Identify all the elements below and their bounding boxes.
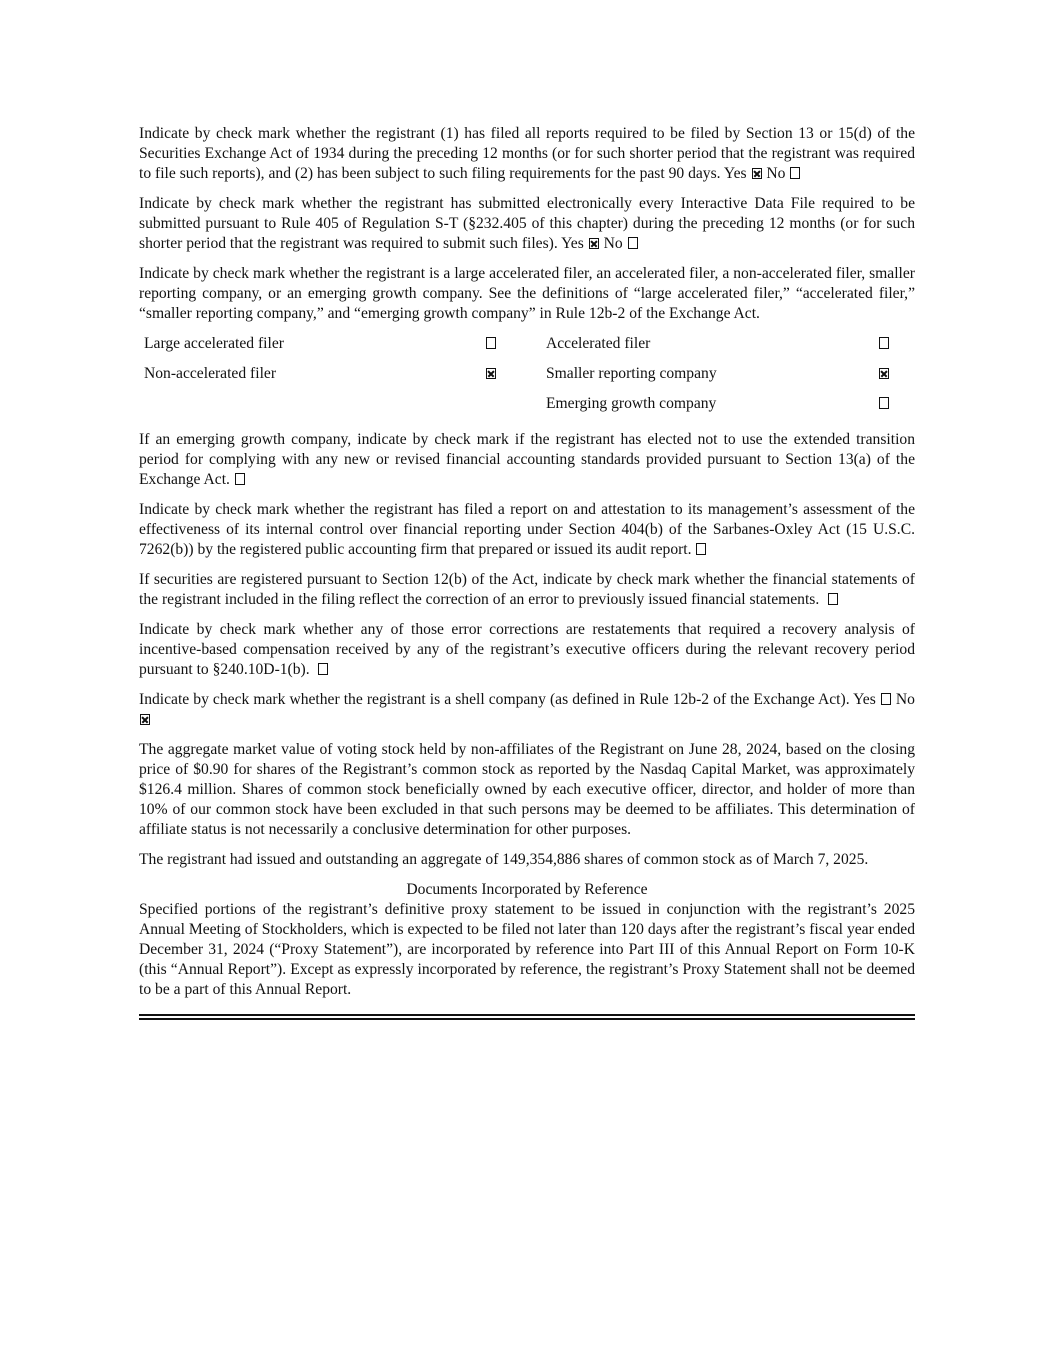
yes-checkbox-checked[interactable] <box>752 168 762 179</box>
table-row <box>139 334 915 364</box>
shell-company-paragraph: Indicate by check mark whether the registrant is a shell company (as defined in Rule 12b-2 of the Exchange Act). Yes No <box>139 690 915 730</box>
yes-label: Yes <box>853 691 876 708</box>
large-accelerated-filer-checkbox[interactable] <box>486 337 496 349</box>
double-rule-divider <box>139 1014 915 1020</box>
accelerated-filer-checkbox[interactable] <box>879 337 889 349</box>
attestation-checkbox[interactable] <box>696 543 706 555</box>
yes-label: Yes <box>561 235 584 252</box>
no-checkbox[interactable] <box>628 237 638 249</box>
no-checkbox-checked[interactable] <box>140 714 150 725</box>
yes-label: Yes <box>723 165 747 182</box>
proxy-statement-paragraph: Specified portions of the registrant’s definitive proxy statement to be issued in conjunction with the registrant’s 2025 Annual Meeting of Stockholders, which is expected to be filed not later than 120 days after the registrant’s fiscal year ended December 31, 2024 (“Proxy Statement”), are incorporated by reference into Part III of this Annual Report on Form 10-K (this “Annual Report”). Except as expressly incorporated by reference, the registrant’s Proxy Statement shall not be deemed to be a part of this Annual Report. <box>139 901 915 998</box>
non-accelerated-filer-checkbox-checked[interactable] <box>486 368 496 379</box>
interactive-data-paragraph: Indicate by check mark whether the registrant has submitted electronically every Interactive Data File required to be submitted pursuant to Rule 405 of Regulation S-T (§232.405 of this chapter) during the preceding 12 months (or for such shorter period that the registrant was required to submit such files). Yes No <box>139 195 915 252</box>
non-accelerated-filer-label: Non-accelerated filer <box>144 365 277 382</box>
no-label: No <box>895 691 915 708</box>
no-label: No <box>766 165 786 182</box>
shares-outstanding-paragraph: The registrant had issued and outstanding an aggregate of 149,354,886 shares of common stock as of March 7, 2025. <box>139 851 869 868</box>
yes-checkbox[interactable] <box>881 693 891 705</box>
documents-incorporated-heading: Documents Incorporated by Reference <box>406 881 648 898</box>
smaller-reporting-company-checkbox-checked[interactable] <box>879 368 889 379</box>
error-correction-checkbox[interactable] <box>828 593 838 605</box>
extended-transition-checkbox[interactable] <box>235 473 245 485</box>
emerging-growth-company-checkbox[interactable] <box>879 397 889 409</box>
restatement-checkbox[interactable] <box>318 663 328 675</box>
filer-status-paragraph: Indicate by check mark whether the registrant is a large accelerated filer, an accelerated filer, a non-accelerated filer, smaller reporting company, or an emerging growth company. See the definitions of “large accelerated filer,” “accelerated filer,” “smaller reporting company,” and “emerging growth company” in Rule 12b-2 of the Exchange Act. <box>139 265 915 322</box>
table-row <box>139 364 915 394</box>
market-value-paragraph: The aggregate market value of voting stock held by non-affiliates of the Registrant on June 28, 2024, based on the closing price of $0.90 for shares of the Registrant’s common stock as reported by the Nasdaq Capital Market, was approximately $126.4 million. Shares of common stock beneficially owned by each executive officer, director, and holder of more than 10% of our common stock have been excluded in that such persons may be deemed to be affiliates. This determination of affiliate status is not necessarily a conclusive determination for other purposes. <box>139 741 915 838</box>
restatement-paragraph: Indicate by check mark whether any of those error corrections are restatements that required a recovery analysis of incentive-based compensation received by any of the registrant’s executive officers during the relevant recovery period pursuant to §240.10D-1(b). <box>139 621 915 678</box>
error-correction-paragraph: If securities are registered pursuant to Section 12(b) of the Act, indicate by check mark whether the financial statements of the registrant included in the filing reflect the correction of an error to previously issued financial statements. <box>139 571 915 608</box>
document-page <box>139 124 915 1020</box>
emerging-growth-paragraph: If an emerging growth company, indicate by check mark if the registrant has elected not to use the extended transition period for complying with any new or revised financial accounting standards provided pursuant to Section 13(a) of the Exchange Act. <box>139 431 915 488</box>
table-row <box>139 394 915 424</box>
yes-checkbox-checked[interactable] <box>589 238 599 249</box>
no-checkbox[interactable] <box>790 167 800 179</box>
filer-status-table <box>139 334 915 424</box>
smaller-reporting-company-label: Smaller reporting company <box>546 365 717 382</box>
large-accelerated-filer-label: Large accelerated filer <box>144 335 284 352</box>
accelerated-filer-label: Accelerated filer <box>546 335 651 352</box>
reports-filed-paragraph: Indicate by check mark whether the registrant (1) has filed all reports required to be filed by Section 13 or 15(d) of the Securities Exchange Act of 1934 during the preceding 12 months (or for such shorter period that the registrant was required to file such reports), and (2) has been subject to such filing requirements for the past 90 days. Yes No <box>139 125 915 182</box>
no-label: No <box>603 235 623 252</box>
internal-control-paragraph: Indicate by check mark whether the registrant has filed a report on and attestation to its management’s assessment of the effectiveness of its internal control over financial reporting under Section 404(b) of the Sarbanes-Oxley Act (15 U.S.C. 7262(b)) by the registered public accounting firm that prepared or issued its audit report. <box>139 501 915 558</box>
emerging-growth-company-label: Emerging growth company <box>546 395 717 412</box>
